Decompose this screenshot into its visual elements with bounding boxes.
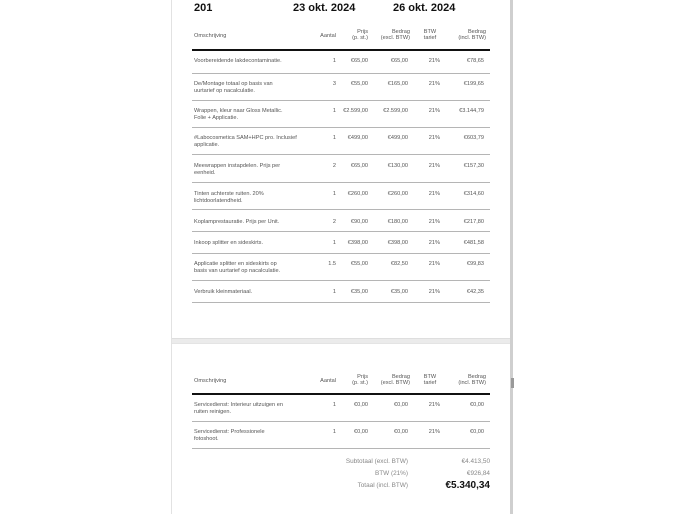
item-amount-incl: €199,65 bbox=[463, 81, 484, 87]
item-quantity: 1 bbox=[332, 402, 336, 408]
item-amount-excl: €82,50 bbox=[390, 261, 408, 267]
row-divider bbox=[192, 100, 490, 101]
col-price: Prijs (p. st.) bbox=[352, 374, 368, 387]
item-amount-excl: €165,00 bbox=[387, 81, 408, 87]
col-vat-rate: BTW tarief bbox=[423, 374, 437, 387]
row-divider bbox=[192, 231, 490, 232]
row-divider bbox=[192, 73, 490, 74]
item-description: Verbruik kleinmateriaal. bbox=[194, 289, 253, 295]
item-quantity: 1 bbox=[332, 289, 336, 295]
item-price: €55,00 bbox=[350, 261, 368, 267]
row-divider bbox=[192, 209, 490, 210]
item-price: €0,00 bbox=[354, 429, 368, 435]
subtotal-value: €4.413,50 bbox=[461, 458, 490, 465]
item-amount-excl: €35,00 bbox=[390, 289, 408, 295]
row-divider bbox=[192, 253, 490, 254]
item-price: €2.599,00 bbox=[343, 108, 368, 114]
row-divider bbox=[192, 154, 490, 155]
item-amount-excl: €260,00 bbox=[387, 191, 408, 197]
vat-value: €926,84 bbox=[466, 470, 490, 477]
item-quantity: 1 bbox=[332, 240, 336, 246]
item-quantity: 3 bbox=[332, 81, 336, 87]
item-price: €35,00 bbox=[350, 289, 368, 295]
item-vat-rate: 21% bbox=[428, 219, 440, 225]
invoice-page-1 bbox=[172, 0, 510, 338]
item-amount-excl: €398,00 bbox=[387, 240, 408, 246]
item-amount-incl: €0,00 bbox=[470, 429, 484, 435]
item-quantity: 1 bbox=[332, 191, 336, 197]
item-vat-rate: 21% bbox=[428, 108, 440, 114]
invoice-meta bbox=[192, 2, 492, 16]
item-amount-incl: €157,30 bbox=[463, 163, 484, 169]
item-amount-incl: €3.144,79 bbox=[459, 108, 484, 114]
invoice-number: 201 bbox=[194, 2, 213, 14]
scrollbar-thumb[interactable] bbox=[511, 378, 514, 388]
col-amount-incl: Bedrag (incl. BTW) bbox=[458, 29, 486, 42]
item-amount-incl: €481,58 bbox=[463, 240, 484, 246]
item-price: €398,00 bbox=[347, 240, 368, 246]
item-amount-excl: €2.599,00 bbox=[383, 108, 408, 114]
col-amount-excl: Bedrag (excl. BTW) bbox=[380, 374, 410, 387]
item-vat-rate: 21% bbox=[428, 402, 440, 408]
item-description: Tinten achterste ruiten. 20% lichtdoorlatendheid. bbox=[194, 191, 264, 204]
col-amount-incl: Bedrag (incl. BTW) bbox=[458, 374, 486, 387]
item-description: Servicedienst: Interieur uitzuigen en ruiten reinigen. bbox=[194, 402, 283, 415]
item-amount-excl: €499,00 bbox=[387, 135, 408, 141]
vat-line bbox=[322, 470, 492, 480]
col-description: Omschrijving bbox=[194, 33, 227, 39]
col-quantity: Aantal bbox=[320, 33, 336, 39]
total-value: €5.340,34 bbox=[445, 480, 490, 491]
invoice-page-2 bbox=[172, 344, 510, 514]
row-divider bbox=[192, 302, 490, 303]
item-description: Servicedienst: Professionele fotoshoot. bbox=[194, 429, 265, 442]
subtotal-label: Subtotaal (excl. BTW) bbox=[345, 458, 408, 465]
item-amount-excl: €0,00 bbox=[394, 402, 408, 408]
item-price: €65,00 bbox=[350, 163, 368, 169]
item-price: €90,00 bbox=[350, 219, 368, 225]
item-vat-rate: 21% bbox=[428, 289, 440, 295]
item-amount-incl: €99,83 bbox=[466, 261, 484, 267]
item-vat-rate: 21% bbox=[428, 135, 440, 141]
header-rule bbox=[192, 49, 490, 51]
item-amount-incl: €78,65 bbox=[466, 58, 484, 64]
item-vat-rate: 21% bbox=[428, 191, 440, 197]
item-quantity: 1 bbox=[332, 429, 336, 435]
row-divider bbox=[192, 280, 490, 281]
item-description: Voorbereidende lakdecontaminatie. bbox=[194, 58, 282, 64]
item-quantity: 1 bbox=[332, 108, 336, 114]
item-price: €65,00 bbox=[350, 58, 368, 64]
item-price: €499,00 bbox=[347, 135, 368, 141]
row-divider bbox=[192, 127, 490, 128]
item-quantity: 2 bbox=[332, 163, 336, 169]
item-quantity: 1 bbox=[332, 135, 336, 141]
item-description: De/Montage totaal op basis van uurtarief op nacalculatie. bbox=[194, 81, 273, 94]
col-description: Omschrijving bbox=[194, 378, 227, 384]
vat-label: BTW (21%) bbox=[374, 470, 408, 477]
total-label: Totaal (incl. BTW) bbox=[357, 482, 408, 489]
row-divider bbox=[192, 421, 490, 422]
item-quantity: 1 bbox=[332, 58, 336, 64]
item-amount-excl: €180,00 bbox=[387, 219, 408, 225]
item-description: Meewrappen instapdelen. Prijs per eenheid. bbox=[194, 163, 281, 176]
vertical-scrollbar[interactable] bbox=[510, 0, 513, 514]
item-amount-excl: €130,00 bbox=[387, 163, 408, 169]
item-vat-rate: 21% bbox=[428, 58, 440, 64]
item-amount-incl: €0,00 bbox=[470, 402, 484, 408]
item-amount-incl: €217,80 bbox=[463, 219, 484, 225]
item-description: Inkoop splitter en sideskirts. bbox=[194, 240, 264, 246]
item-vat-rate: 21% bbox=[428, 261, 440, 267]
item-description: #Labocosmetica SAM+HPC pro. Inclusief applicatie. bbox=[194, 135, 297, 148]
invoice-date: 23 okt. 2024 bbox=[293, 2, 356, 14]
col-vat-rate: BTW tarief bbox=[423, 29, 437, 42]
item-amount-excl: €65,00 bbox=[390, 58, 408, 64]
item-price: €55,00 bbox=[350, 81, 368, 87]
item-vat-rate: 21% bbox=[428, 429, 440, 435]
item-amount-incl: €314,60 bbox=[463, 191, 484, 197]
item-price: €260,00 bbox=[347, 191, 368, 197]
col-price: Prijs (p. st.) bbox=[352, 29, 368, 42]
table-header bbox=[192, 29, 490, 51]
item-description: Wrappen, kleur naar Gloss Metallic. Folie + Applicatie. bbox=[194, 108, 283, 121]
item-description: Koplamprestauratie. Prijs per Unit. bbox=[194, 219, 280, 225]
item-amount-incl: €42,35 bbox=[466, 289, 484, 295]
row-divider bbox=[192, 182, 490, 183]
item-quantity: 1.5 bbox=[328, 261, 336, 267]
item-price: €0,00 bbox=[354, 402, 368, 408]
item-vat-rate: 21% bbox=[428, 81, 440, 87]
subtotal-line bbox=[322, 458, 492, 468]
row-divider bbox=[192, 448, 490, 449]
due-date: 26 okt. 2024 bbox=[393, 2, 456, 14]
item-amount-excl: €0,00 bbox=[394, 429, 408, 435]
item-quantity: 2 bbox=[332, 219, 336, 225]
grand-total-line bbox=[322, 482, 492, 492]
item-vat-rate: 21% bbox=[428, 163, 440, 169]
col-amount-excl: Bedrag (excl. BTW) bbox=[380, 29, 410, 42]
item-amount-incl: €603,79 bbox=[463, 135, 484, 141]
item-description: Applicatie splitter en sideskirts op basis van uurtarief op nacalculatie. bbox=[194, 261, 281, 274]
item-vat-rate: 21% bbox=[428, 240, 440, 246]
col-quantity: Aantal bbox=[320, 378, 336, 384]
header-rule bbox=[192, 393, 490, 395]
